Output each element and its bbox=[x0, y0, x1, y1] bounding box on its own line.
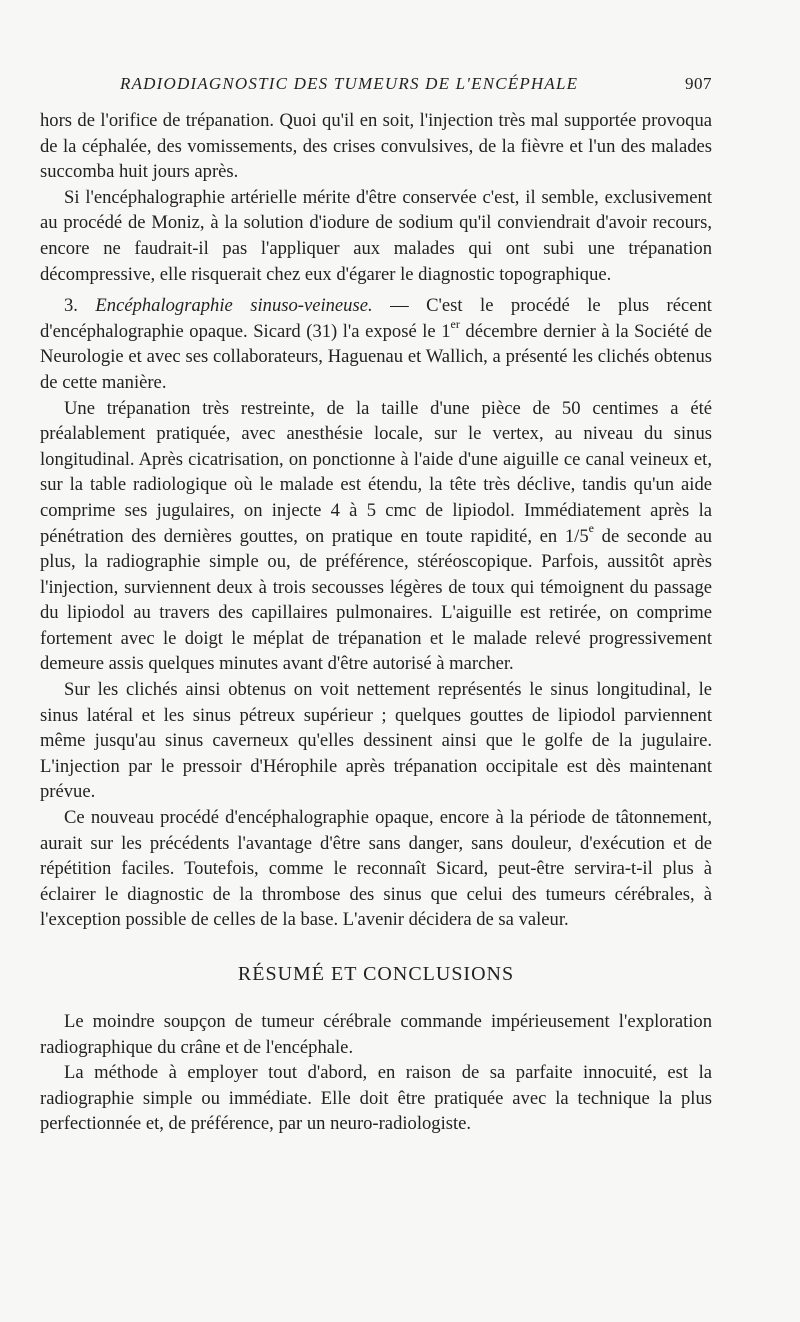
paragraph-3 bbox=[40, 293, 712, 395]
conclusion-2: La méthode à employer tout d'abord, en raison de sa parfaite innocuité, est la radiographie simple ou immédiate. Elle doit être pratiquée avec la technique la plus perfectionnée et, de préférence, par un neuro-radiologiste. bbox=[40, 1062, 712, 1135]
paragraph-3-tail: décembre dernier à la Société de Neurologie et avec ses collaborateurs, Haguenau et Wallich, a présenté les clichés obtenus de cette manière. bbox=[40, 320, 712, 393]
superscript-e: e bbox=[588, 521, 594, 536]
page-number: 907 bbox=[685, 74, 712, 93]
paragraph-2: Si l'encéphalographie artérielle mérite d'être conservée c'est, il semble, exclusivement au procédé de Moniz, à la solution d'iodure de sodium qu'il conviendrait d'avoir recours, encore ne faudrait-il pas l'appliquer aux malades qui ont subi une trépanation décompressive, elle risquerait chez eux d'égarer le diagnostic topographique. bbox=[40, 186, 712, 285]
paragraph-4-tail: de seconde au plus, la radiographie simple ou, de préférence, stéréoscopique. Parfois, aussitôt après l'injection, surviennent deux à trois secousses légères de toux qui témoignent du passage du lipiodol au travers des capillaires pulmonaires. L'aiguille est retirée, on comprime fortement avec le doigt le méplat de trépanation et le malade relevé progressivement demeure assis quelques minutes avant d'être autorisé à marcher. bbox=[40, 525, 712, 675]
paragraph-3-lead: — C'est le procédé le plus récent d'encéphalographie opaque. Sicard (31) l'a exposé le 1 bbox=[40, 295, 712, 342]
superscript-er: er bbox=[450, 316, 460, 331]
running-head-title: RADIODIAGNOSTIC DES TUMEURS DE L'ENCÉPHALE bbox=[120, 74, 579, 93]
section-number: 3. bbox=[64, 295, 78, 317]
section-title: Encéphalographie sinuso-veineuse. bbox=[95, 295, 373, 317]
paragraph-6: Ce nouveau procédé d'encéphalographie opaque, encore à la période de tâtonnement, aurait sur les précédents l'avantage d'être sans danger, sans douleur, d'exécution et de répétition faciles. Toutefois, comme le reconnaît Sicard, peut-être servira-t-il plus à éclairer le diagnostic de la thrombose des sinus que celui des tumeurs cérébrales, à l'exception possible de celles de la base. L'avenir décidera de sa valeur. bbox=[40, 807, 712, 931]
paragraph-5: Sur les clichés ainsi obtenus on voit nettement représentés le sinus longitudinal, le sinus latéral et les sinus pétreux supérieur ; quelques gouttes de lipiodol parviennent même jusqu'au sinus caverneux qu'elles dessinent ainsi que le golfe de la jugulaire. L'injection par le pressoir d'Hérophile après trépanation occipitale est dès maintenant prévue. bbox=[40, 679, 712, 803]
paragraph-4-lead: Une trépanation très restreinte, de la taille d'une pièce de 50 centimes a été préalablement pratiquée, avec anesthésie locale, sur le vertex, au niveau du sinus longitudinal. Après cicatrisation, on ponctionne à l'aide d'une aiguille ce canal veineux et, sur la table radiologique où le malade est étendu, la tête très déclive, tandis qu'un aide comprime ses jugulaires, on injecte 4 à 5 cmc de lipiodol. Immédiatement après la pénétration des dernières gouttes, on pratique en toute rapidité, en 1/5 bbox=[40, 397, 712, 547]
body-text bbox=[40, 108, 712, 1137]
paragraph-4 bbox=[40, 396, 712, 678]
conclusions-heading: RÉSUMÉ ET CONCLUSIONS bbox=[237, 963, 515, 985]
paragraph-1: hors de l'orifice de trépanation. Quoi qu'il en soit, l'injection très mal supportée provoqua de la céphalée, des vomissements, des crises convulsives, de la fièvre et l'un des malades succomba huit jours après. bbox=[40, 110, 712, 183]
conclusion-1: Le moindre soupçon de tumeur cérébrale commande impérieusement l'exploration radiographique du crâne et de l'encéphale. bbox=[40, 1011, 712, 1058]
running-head bbox=[40, 74, 712, 98]
